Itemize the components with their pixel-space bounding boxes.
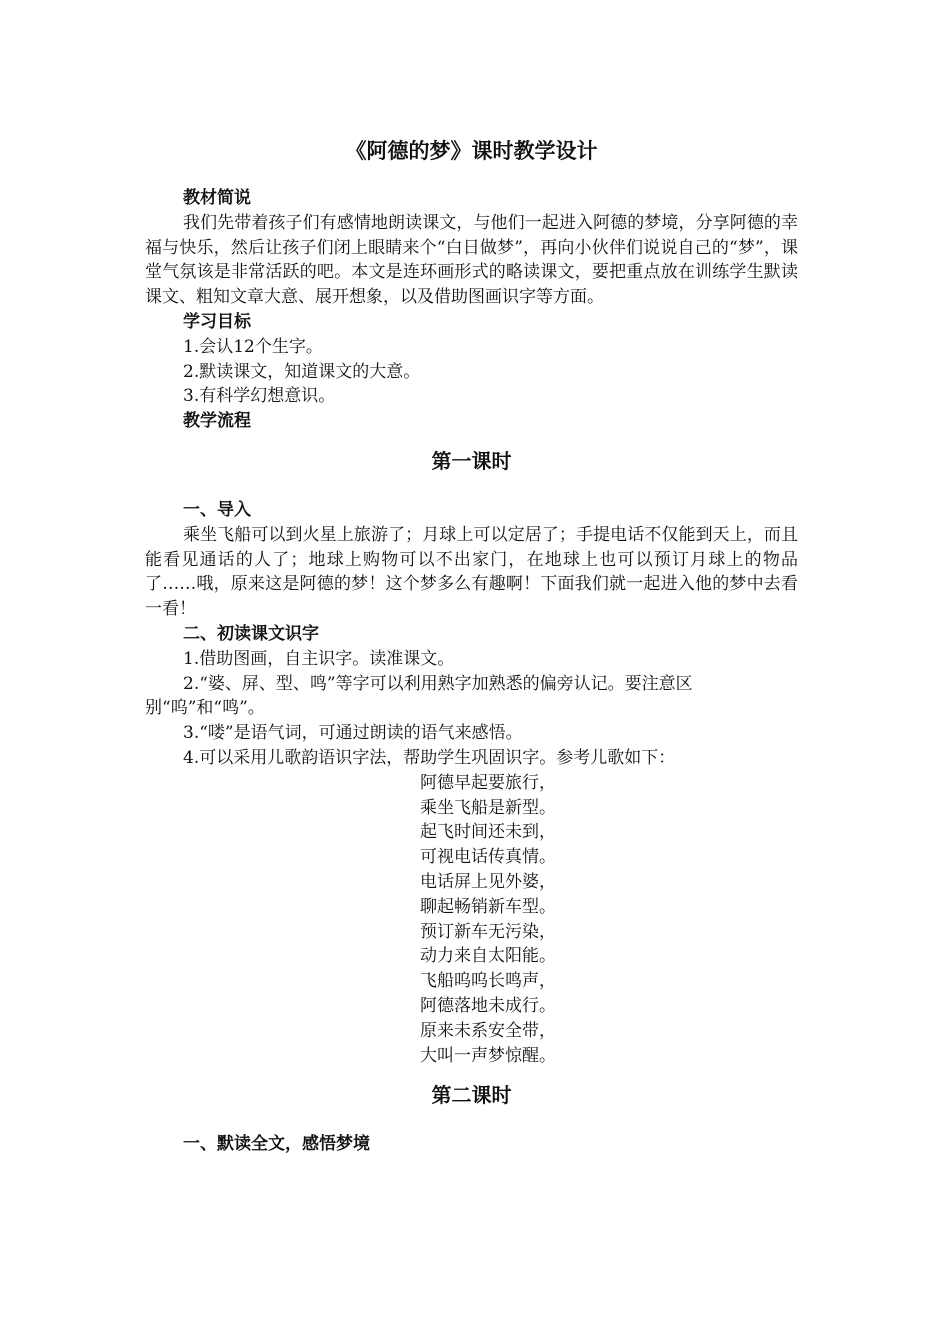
goal-item: 3.有科学幻想意识。 xyxy=(183,386,336,407)
rhyme-line: 原来未系安全带， xyxy=(420,1020,556,1041)
children-rhyme xyxy=(145,771,798,1069)
rhyme-line: 飞船呜呜长鸣声， xyxy=(420,971,556,992)
lesson1-section2-heading: 二、初读课文识字 xyxy=(183,623,319,644)
section2-item: 2.“婆、屏、型、鸣”等字可以利用熟字加熟悉的偏旁认记。要注意区别“呜”和“鸣”。 xyxy=(145,673,693,719)
rhyme-line: 可视电话传真情。 xyxy=(420,847,556,868)
rhyme-line: 阿德早起要旅行， xyxy=(420,772,556,793)
lesson2-section1-heading: 一、默读全文，感悟梦境 xyxy=(183,1134,370,1155)
flow-heading: 教学流程 xyxy=(183,411,251,432)
rhyme-line: 电话屏上见外婆， xyxy=(420,871,556,892)
goals-heading: 学习目标 xyxy=(183,311,251,332)
document-page xyxy=(145,120,798,1157)
rhyme-line: 预订新车无污染， xyxy=(420,921,556,942)
goal-item: 1.会认12个生字。 xyxy=(183,336,323,357)
lesson1-section1-heading: 一、导入 xyxy=(183,499,251,520)
lesson1-title: 第一课时 xyxy=(431,448,512,473)
intro-heading: 教材简说 xyxy=(183,188,251,208)
intro-paragraph: 我们先带着孩子们有感情地朗读课文，与他们一起进入阿德的梦境，分享阿德的幸福与快乐，然后让孩子们闭上眼睛来个“白日做梦”，再向小伙伴们说说自己的“梦”，课堂气氛该是非常活跃的吧。本文是连环画形式的略读课文，要把重点放在训练学生默读课文、粗知文章大意、展开想象，以及借助图画识字等方面。 xyxy=(145,212,798,308)
goal-item: 2.默读课文，知道课文的大意。 xyxy=(183,361,421,382)
rhyme-line: 动力来自太阳能。 xyxy=(420,946,556,967)
rhyme-line: 起飞时间还未到， xyxy=(420,822,556,843)
lesson1-section1-paragraph: 乘坐飞船可以到火星上旅游了；月球上可以定居了；手提电话不仅能到天上，而且能看见通话的人了；地球上购物可以不出家门，在地球上也可以预订月球上的物品了……哦，原来这是阿德的梦！这个梦多么有趣啊！下面我们就一起进入他的梦中去看一看！ xyxy=(145,524,798,620)
document-title: 《阿德的梦》课时教学设计 xyxy=(345,138,598,163)
section2-item: 3.“喽”是语气词，可通过朗读的语气来感悟。 xyxy=(183,723,523,744)
section2-item: 4.可以采用儿歌韵语识字法，帮助学生巩固识字。参考儿歌如下： xyxy=(183,747,676,768)
rhyme-line: 聊起畅销新车型。 xyxy=(420,896,556,917)
section2-item: 1.借助图画，自主识字。读准课文。 xyxy=(183,648,455,669)
rhyme-line: 大叫一声梦惊醒。 xyxy=(420,1045,556,1066)
lesson2-title: 第二课时 xyxy=(431,1083,512,1108)
rhyme-line: 乘坐飞船是新型。 xyxy=(420,797,556,818)
rhyme-line: 阿德落地未成行。 xyxy=(420,995,556,1016)
